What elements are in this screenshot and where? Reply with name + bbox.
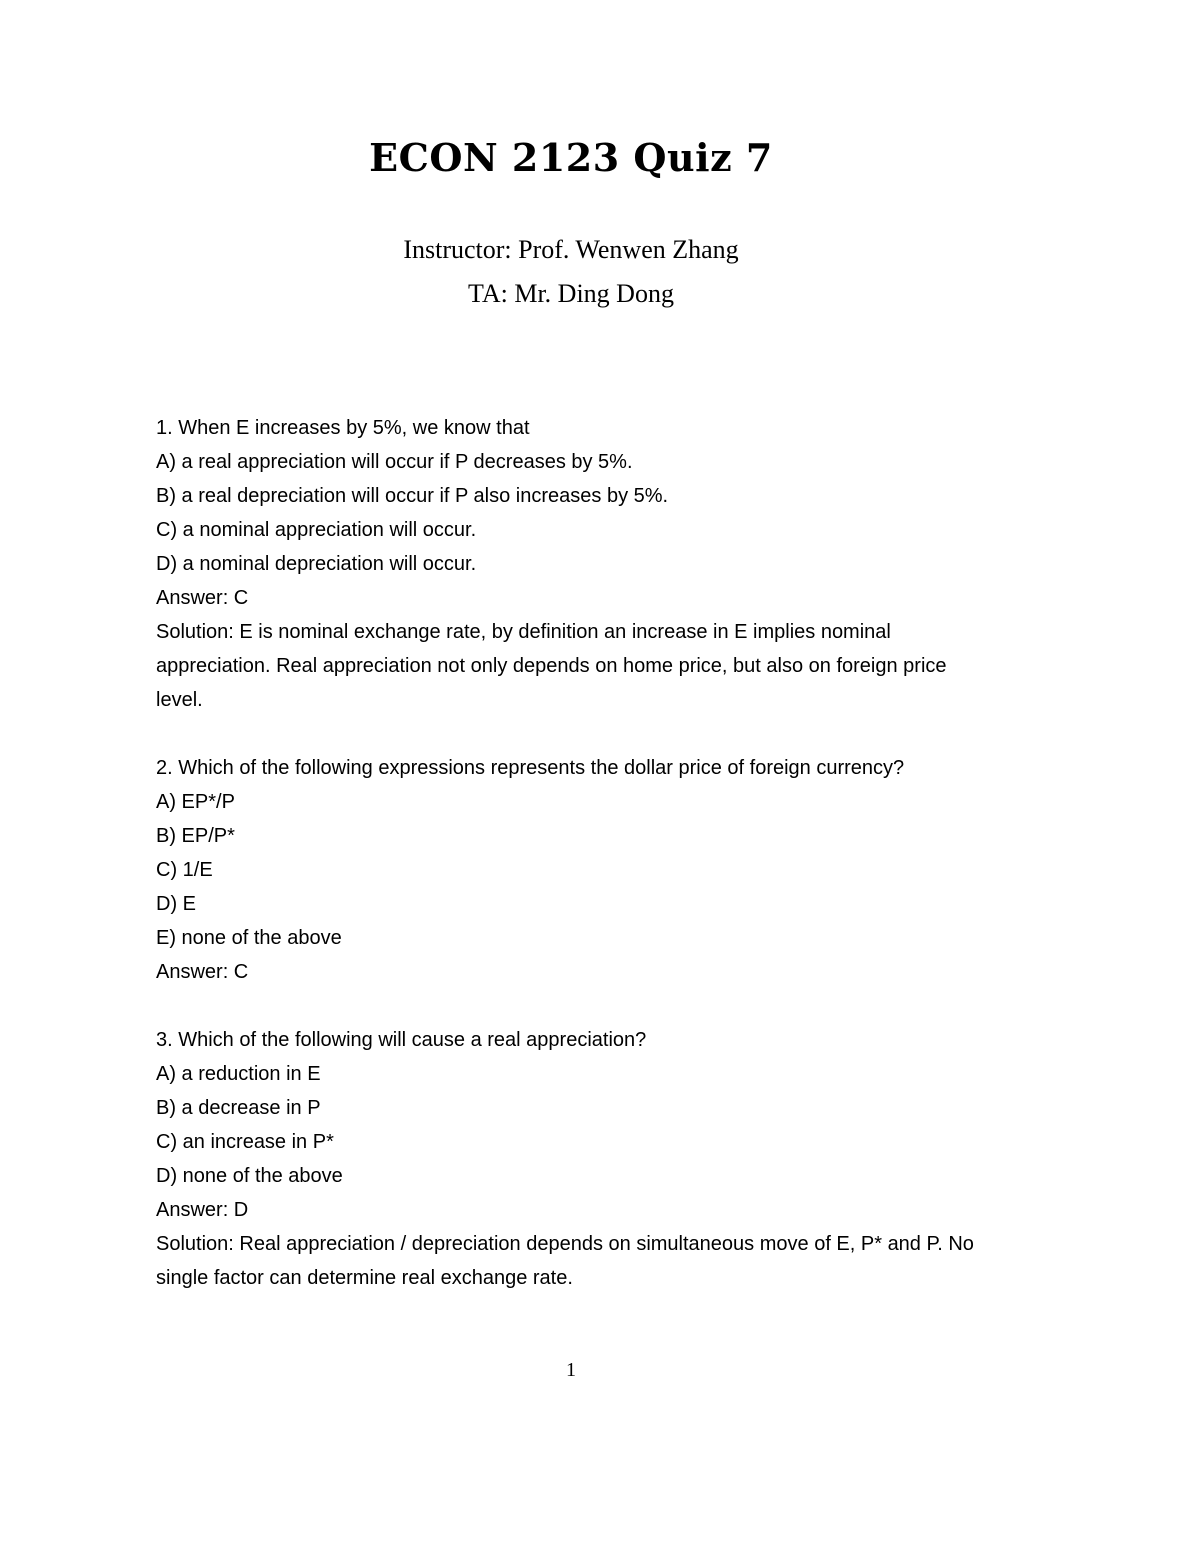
option-b: B) a decrease in P (156, 1097, 321, 1119)
option-d: D) none of the above (156, 1165, 343, 1187)
page-number: 1 (566, 1359, 576, 1381)
quiz-body (156, 411, 996, 1295)
answer: Answer: C (156, 587, 249, 609)
question-2 (156, 751, 996, 989)
question-stem: 2. Which of the following expressions represents the dollar price of foreign currency? (156, 757, 905, 779)
solution: Solution: E is nominal exchange rate, by definition an increase in E implies nominal appreciation. Real appreciation not only depends on home price, but also on foreign price level. (156, 621, 947, 711)
solution: Solution: Real appreciation / depreciation depends on simultaneous move of E, P* and P. No single factor can determine real exchange rate. (156, 1233, 974, 1289)
ta-line: TA: Mr. Ding Dong (468, 279, 674, 308)
option-c: C) a nominal appreciation will occur. (156, 519, 477, 541)
spacer (156, 717, 996, 751)
option-a: A) a real appreciation will occur if P decreases by 5%. (156, 451, 633, 473)
question-1 (156, 411, 996, 717)
question-3 (156, 1023, 996, 1295)
option-c: C) 1/E (156, 859, 213, 881)
option-a: A) EP*/P (156, 791, 235, 813)
question-stem: 1. When E increases by 5%, we know that (156, 417, 530, 439)
answer: Answer: D (156, 1199, 249, 1221)
page-title: ECON 2123 Quiz 7 (369, 135, 773, 180)
option-a: A) a reduction in E (156, 1063, 321, 1085)
option-c: C) an increase in P* (156, 1131, 334, 1153)
option-d: D) E (156, 893, 196, 915)
answer: Answer: C (156, 961, 249, 983)
option-e: E) none of the above (156, 927, 342, 949)
option-d: D) a nominal depreciation will occur. (156, 553, 477, 575)
option-b: B) EP/P* (156, 825, 235, 847)
option-b: B) a real depreciation will occur if P also increases by 5%. (156, 485, 669, 507)
instructor-line: Instructor: Prof. Wenwen Zhang (403, 235, 739, 264)
spacer (156, 989, 996, 1023)
question-stem: 3. Which of the following will cause a real appreciation? (156, 1029, 647, 1051)
